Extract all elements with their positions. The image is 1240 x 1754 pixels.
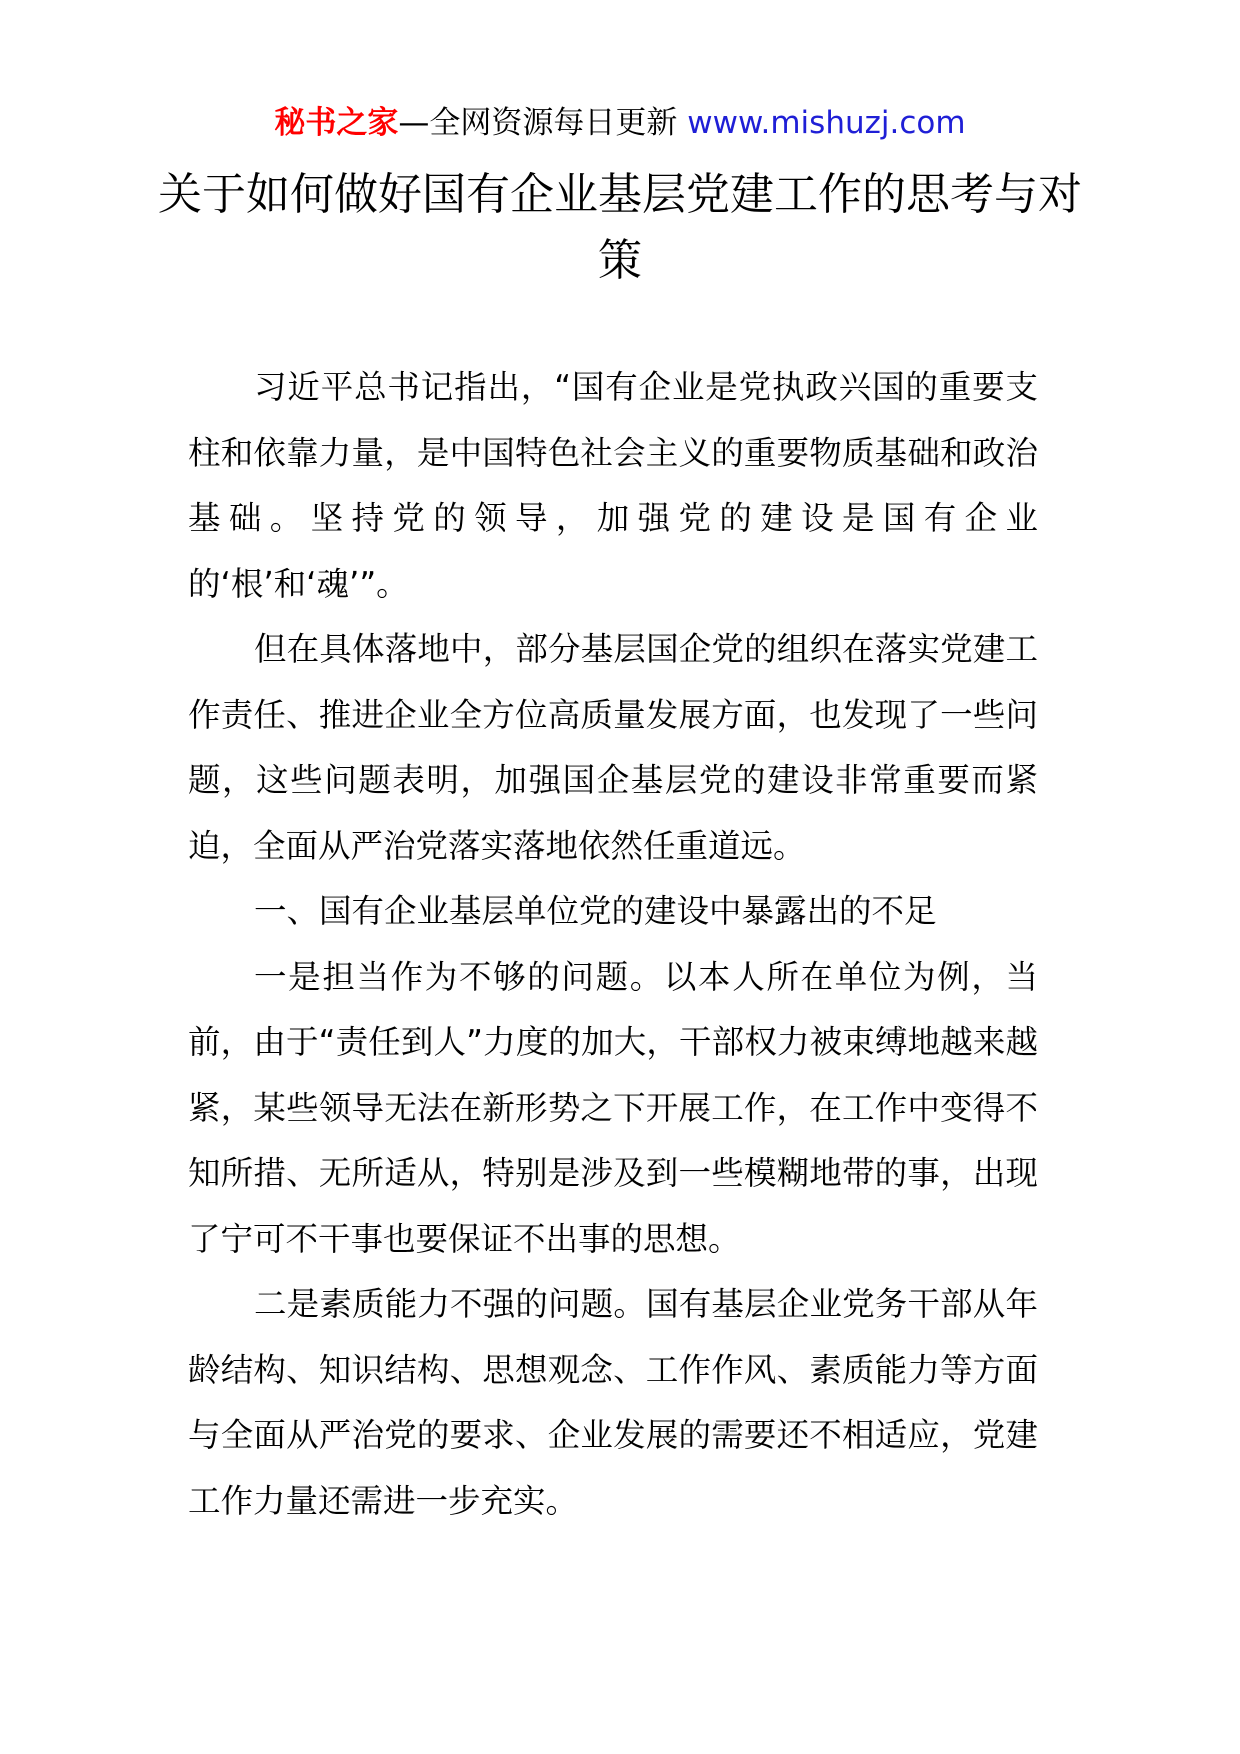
document-body: [188, 355, 1038, 1534]
brand-tagline: —全网资源每日更新: [398, 105, 678, 141]
watermark-header: [0, 100, 1240, 146]
section-heading: 一、国有企业基层单位党的建设中暴露出的不足: [254, 892, 937, 930]
site-url: www.mishuzj.com: [687, 105, 966, 141]
paragraph-point-one: 一是担当作为不够的问题。以本人所在单位为例，当前，由于“责任到人”力度的加大，干部权力被束缚地越来越紧，某些领导无法在新形势之下开展工作，在工作中变得不知所措、无所适从，特别是涉及到一些模糊地带的事，出现了宁可不干事也要保证不出事的思想。: [188, 957, 1038, 1258]
paragraph-point-two: 二是素质能力不强的问题。国有基层企业党务干部从年龄结构、知识结构、思想观念、工作作风、素质能力等方面与全面从严治党的要求、企业发展的需要还不相适应，党建工作力量还需进一步充实。: [188, 1285, 1038, 1520]
paragraph-intro: 习近平总书记指出，“国有企业是党执政兴国的重要支柱和依靠力量，是中国特色社会主义的重要物质基础和政治基础。坚持党的领导，加强党的建设是国有企业的‘根’和‘魂’”。: [188, 368, 1038, 603]
paragraph-problem: 但在具体落地中，部分基层国企党的组织在落实党建工作责任、推进企业全方位高质量发展方面，也发现了一些问题，这些问题表明，加强国企基层党的建设非常重要而紧迫，全面从严治党落实落地依然任重道远。: [188, 630, 1038, 865]
brand-name: 秘书之家: [274, 105, 399, 141]
document-title: 关于如何做好国有企业基层党建工作的思考与对策: [158, 169, 1082, 286]
